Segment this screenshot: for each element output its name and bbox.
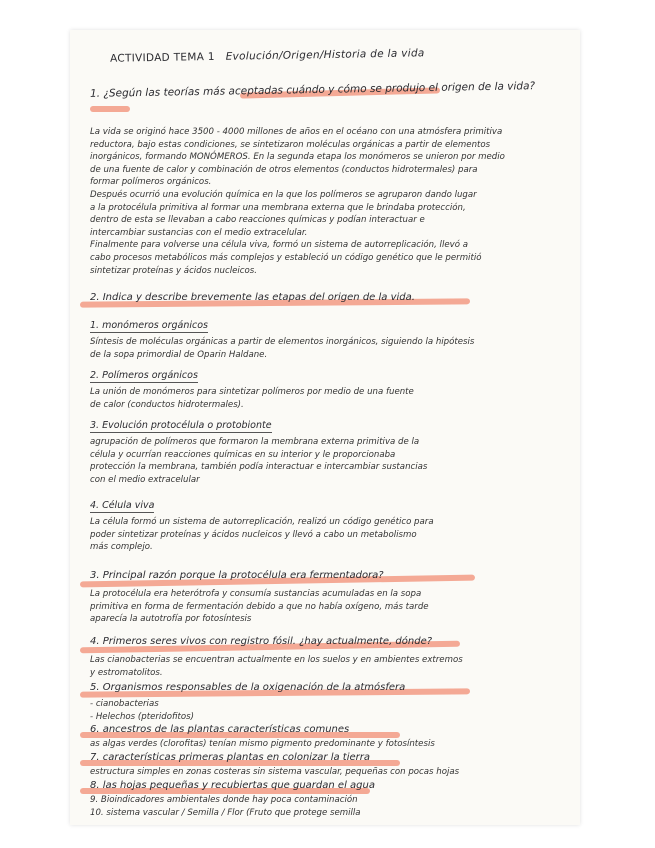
answer-line: 9. Bioindicadores ambientales donde hay poca contaminación — [90, 795, 358, 805]
answer-line: con el medio extracelular — [90, 474, 200, 485]
answer-line: Después ocurrió una evolución química en la que los polímeros se agruparon dando lugar — [90, 189, 477, 200]
stage-3-title: 3. Evolución protocélula o protobionte — [90, 420, 272, 431]
question-7-heading: 7. características primeras plantas en colonizar la tierra — [90, 752, 371, 763]
answer-line: de la sopa primordial de Oparin Haldane. — [90, 349, 268, 360]
question-1-heading: 1. ¿Según las teorías más aceptadas cuándo y cómo se produjo el origen de la vida? — [89, 80, 536, 100]
answer-line: as algas verdes (clorofitas) tenían mismo pigmento predominante y fotosíntesis — [90, 739, 435, 749]
question-8-heading: 8. las hojas pequeñas y recubiertas que guardan el agua — [90, 780, 375, 791]
answer-line: La protocélula era heterótrofa y consumía sustancias acumuladas en la sopa — [90, 589, 422, 599]
question-8-answer — [90, 794, 361, 819]
answer-line: formar polímeros orgánicos. — [90, 177, 212, 188]
question-4-heading: 4. Primeros seres vivos con registro fósil. ¿hay actualmente, dónde? — [90, 636, 433, 647]
stage-3-text — [90, 436, 427, 486]
answer-line: célula y ocurrían reacciones químicas en su interior y le proporcionaba — [90, 449, 396, 460]
answer-line: y estromatolitos. — [90, 667, 163, 678]
notebook-page — [70, 30, 580, 825]
answer-line: - Helechos (pteridofitos) — [90, 711, 195, 722]
answer-line: aparecía la autotrofía por fotosíntesis — [90, 614, 252, 625]
answer-line: estructura simples en zonas costeras sin sistema vascular, pequeñas con pocas hojas — [90, 767, 460, 777]
question-3-heading: 3. Principal razón porque la protocélula era fermentadora? — [90, 570, 384, 581]
question-1-answer — [90, 126, 505, 277]
answer-line: protección la membrana, también podía interactuar e intercambiar sustancias — [90, 462, 428, 473]
stage-2-title: 2. Polímeros orgánicos — [90, 370, 198, 381]
question-4-answer — [90, 654, 463, 679]
highlight-mark — [90, 106, 130, 112]
stage-4-title: 4. Célula viva — [90, 500, 155, 511]
answer-line: Finalmente para volverse una célula viva, formó un sistema de autorreplicación, llevó a — [90, 240, 468, 251]
question-7-answer — [90, 766, 459, 779]
answer-line: intercambiar sustancias con el medio extracelular. — [90, 227, 308, 238]
answer-line: más complejo. — [90, 542, 153, 553]
answer-line: de una fuente de calor y combinación de otros elementos (conductos hidrotermales) para — [90, 164, 478, 175]
answer-line: 10. sistema vascular / Semilla / Flor (Fruto que protege semilla — [90, 807, 361, 818]
answer-line: de calor (conductos hidrotermales). — [90, 399, 244, 410]
answer-line: primitiva en forma de fermentación debido a que no había oxígeno, más tarde — [90, 601, 429, 612]
answer-line: La célula formó un sistema de autorreplicación, realizó un código genético para — [90, 517, 434, 527]
question-3-answer — [90, 588, 429, 626]
answer-line: a la protocélula primitiva al formar una membrana externa que le brindaba protección, — [90, 202, 466, 213]
stage-1-title: 1. monómeros orgánicos — [90, 320, 208, 331]
answer-line: reductora, bajo estas condiciones, se sintetizaron moléculas orgánicas a partir de elementos — [90, 139, 491, 150]
answer-line: La unión de monómeros para sintetizar polímeros por medio de una fuente — [90, 387, 414, 397]
activity-subtitle: Evolución/Origen/Historia de la vida — [225, 47, 425, 63]
question-5-answer — [90, 698, 194, 723]
answer-line: dentro de esta se llevaban a cabo reacciones químicas y podían interactuar e — [90, 215, 425, 226]
question-2-heading: 2. Indica y describe brevemente las etapas del origen de la vida. — [90, 292, 415, 303]
answer-line: La vida se originó hace 3500 - 4000 millones de años en el océano con una atmósfera primitiva — [90, 127, 503, 137]
page-title — [110, 47, 425, 64]
question-6-heading: 6. ancestros de las plantas características comunes — [90, 724, 350, 735]
answer-line: poder sintetizar proteínas y ácidos nucleicos y llevó a cabo un metabolismo — [90, 529, 417, 540]
answer-line: Síntesis de moléculas orgánicas a partir de elementos inorgánicos, siguiendo la hipótesis — [90, 337, 475, 347]
answer-line: cabo procesos metabólicos más complejos y estableció un código genético que le permitió — [90, 252, 482, 263]
stage-4-text — [90, 516, 434, 554]
answer-line: Las cianobacterias se encuentran actualmente en los suelos y en ambientes extremos — [90, 655, 463, 665]
answer-line: agrupación de polímeros que formaron la membrana externa primitiva de la — [90, 437, 420, 447]
answer-line: sintetizar proteínas y ácidos nucleicos. — [90, 265, 257, 276]
question-5-heading: 5. Organismos responsables de la oxigenación de la atmósfera — [90, 682, 406, 693]
stage-2-text — [90, 386, 414, 411]
stage-1-text — [90, 336, 474, 361]
answer-line: inorgánicos, formando MONÓMEROS. En la segunda etapa los monómeros se unieron por medio — [90, 152, 505, 163]
question-6-answer — [90, 738, 435, 751]
answer-line: - cianobacterias — [90, 699, 159, 709]
activity-title: ACTIVIDAD TEMA 1 — [109, 50, 215, 65]
